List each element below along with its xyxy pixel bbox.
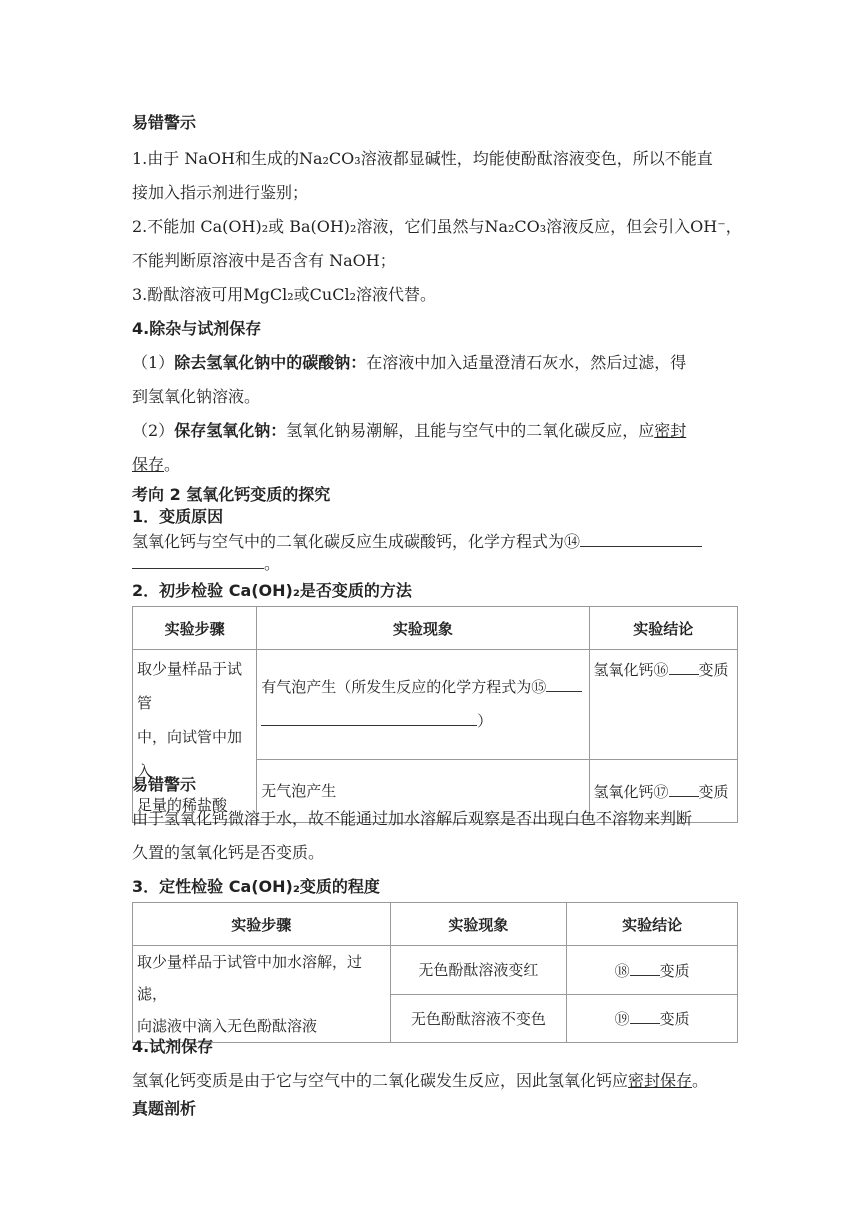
col-header-step: 实验步骤 xyxy=(133,607,257,650)
phenomenon-cell-1 xyxy=(257,650,589,760)
para-bold-lead: 除去氢氧化钠中的碳酸钠： xyxy=(174,353,367,372)
underlined-answer: 密封保存 xyxy=(628,1071,693,1090)
step-line: 向滤液中滴入无色酚酞溶液 xyxy=(137,1017,318,1035)
conclusion-suffix: 变质 xyxy=(698,782,729,801)
caution2-line-2: 久置的氢氧化钙是否变质。 xyxy=(132,843,325,862)
heading-reagent-storage: 4.试剂保存 xyxy=(132,1037,214,1056)
cause-sentence: 氢氧化钙与空气中的二氧化碳反应生成碳酸钙，化学方程式为⑭ xyxy=(132,532,581,551)
col-header-phenomenon: 实验现象 xyxy=(390,903,567,946)
cause-text xyxy=(132,530,702,553)
answer-blank-14[interactable] xyxy=(580,530,702,547)
period: 。 xyxy=(692,1071,709,1090)
conclusion-marker: ⑱ xyxy=(614,961,630,980)
para-text: 在溶液中加入适量澄清石灰水，然后过滤，得 xyxy=(366,353,687,372)
subheading-cause: 1．变质原因 xyxy=(132,507,224,526)
conclusion-text: 氢氧化钙⑯ xyxy=(593,661,669,679)
answer-blank-14-cont[interactable] xyxy=(132,552,264,569)
heading-exam-analysis: 真题剖析 xyxy=(132,1099,197,1118)
period: 。 xyxy=(164,455,181,474)
conclusion-suffix: 变质 xyxy=(698,661,729,679)
answer-blank-18[interactable] xyxy=(630,959,660,976)
heading-purify-storage: 4.除杂与试剂保存 xyxy=(132,319,262,338)
answer-blank-16[interactable] xyxy=(669,658,699,675)
answer-blank-15-cont[interactable] xyxy=(261,709,477,726)
para-bold-lead: 保存氢氧化钠： xyxy=(174,421,287,440)
subheading-degree-test: 3．定性检验 Ca(OH)₂变质的程度 xyxy=(132,877,380,896)
para-number: （1） xyxy=(132,353,175,372)
heading-caution-2: 易错警示 xyxy=(132,775,197,794)
purify-para-1-cont: 到氢氧化钠溶液。 xyxy=(132,387,261,406)
col-header-step: 实验步骤 xyxy=(133,903,391,946)
col-header-phenomenon: 实验现象 xyxy=(257,607,589,650)
table-initial-test xyxy=(132,606,738,823)
phenomenon-cell-1: 无色酚酞溶液变红 xyxy=(390,946,567,995)
step-cell xyxy=(133,650,257,823)
conclusion-suffix: 变质 xyxy=(659,1010,690,1029)
conclusion-marker: ⑲ xyxy=(614,1010,630,1029)
para-text: 氢氧化钠易潮解，且能与空气中的二氧化碳反应，应 xyxy=(286,421,655,440)
step-line: 中，向试管中加入 xyxy=(137,728,243,780)
storage-para-2-cont xyxy=(132,454,180,476)
storage-para-2 xyxy=(132,420,686,442)
period: 。 xyxy=(264,554,281,573)
phenomenon-cell-2: 无气泡产生 xyxy=(257,759,589,822)
heading-caution-1: 易错警示 xyxy=(132,113,197,132)
caution2-line-1: 由于氢氧化钙微溶于水，故不能通过加水溶解后观察是否出现白色不溶物来判断 xyxy=(132,809,693,828)
table-degree-test xyxy=(132,902,738,1043)
underlined-answer: 密封 xyxy=(654,421,687,440)
cause-text-cont xyxy=(132,552,280,575)
conclusion-suffix: 变质 xyxy=(659,961,690,980)
caution-line-3: 2.不能加 Ca(OH)₂或 Ba(OH)₂溶液，它们虽然与Na₂CO₃溶液反应，但会引入OH⁻， xyxy=(132,217,742,236)
storage-sentence: 氢氧化钙变质是由于它与空气中的二氧化碳发生反应，因此氢氧化钙应 xyxy=(132,1071,629,1090)
conclusion-cell-2 xyxy=(567,994,738,1043)
step-line: 足量的稀盐酸 xyxy=(137,796,228,814)
caution-line-4: 不能判断原溶液中是否含有 NaOH； xyxy=(132,251,396,270)
step-line: 取少量样品于试管中加水溶解，过滤， xyxy=(137,953,363,1003)
storage-text xyxy=(132,1070,708,1092)
conclusion-cell-1 xyxy=(567,946,738,995)
underlined-answer: 保存 xyxy=(132,455,165,474)
phenomenon-text: 有气泡产生（所发生反应的化学方程式为⑮ xyxy=(261,678,547,697)
para-number: （2） xyxy=(132,421,175,440)
step-cell xyxy=(133,946,391,1043)
conclusion-cell-1 xyxy=(589,650,738,760)
caution-line-5: 3.酚酞溶液可用MgCl₂或CuCl₂溶液代替。 xyxy=(132,285,436,304)
phenomenon-cell-2: 无色酚酞溶液不变色 xyxy=(390,994,567,1043)
heading-topic-2: 考向 2 氢氧化钙变质的探究 xyxy=(132,485,331,504)
purify-para-1 xyxy=(132,352,686,374)
step-line: 取少量样品于试管 xyxy=(137,660,243,712)
answer-blank-17[interactable] xyxy=(669,780,699,797)
col-header-conclusion: 实验结论 xyxy=(567,903,738,946)
close-paren: ） xyxy=(477,712,493,731)
answer-blank-15[interactable] xyxy=(546,675,582,692)
caution-line-2: 接加入指示剂进行鉴别； xyxy=(132,183,309,202)
subheading-initial-test: 2．初步检验 Ca(OH)₂是否变质的方法 xyxy=(132,581,412,600)
col-header-conclusion: 实验结论 xyxy=(589,607,738,650)
conclusion-text: 氢氧化钙⑰ xyxy=(593,782,669,801)
caution-line-1: 1.由于 NaOH和生成的Na₂CO₃溶液都显碱性，均能使酚酞溶液变色，所以不能直 xyxy=(132,149,713,168)
answer-blank-19[interactable] xyxy=(630,1007,660,1024)
